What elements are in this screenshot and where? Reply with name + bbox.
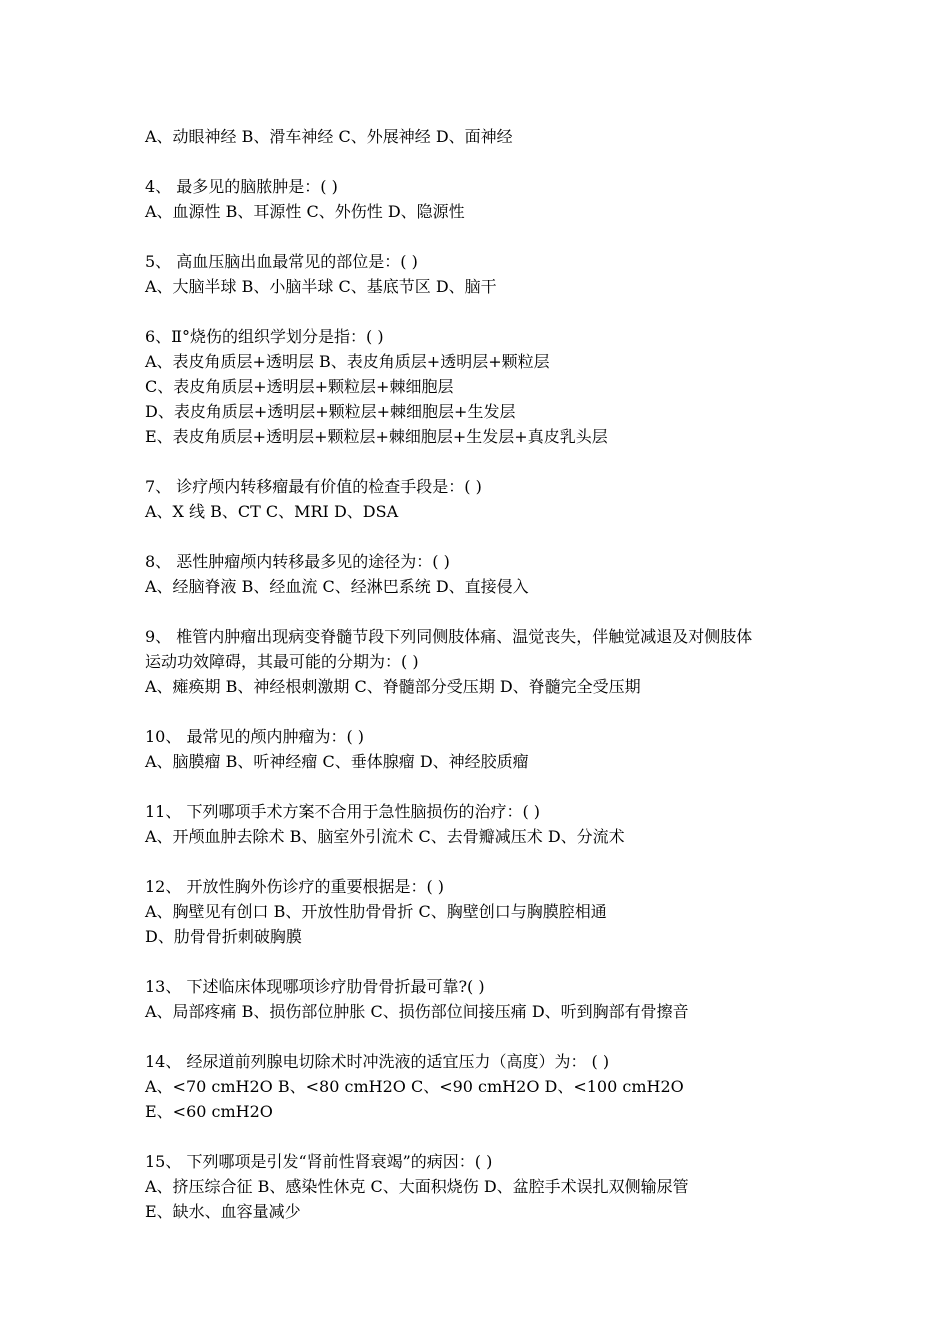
- answer-options: A、胸壁见有创口 B、开放性肋骨骨折 C、胸壁创口与胸膜腔相通: [145, 902, 607, 921]
- answer-options: A、动眼神经 B、滑车神经 C、外展神经 D、面神经: [145, 127, 513, 146]
- answer-options: A、X 线 B、CT C、MRI D、DSA: [145, 502, 399, 521]
- spacer: [145, 699, 825, 724]
- spacer: [145, 599, 825, 624]
- answer-options: D、肋骨骨折刺破胸膜: [145, 927, 302, 946]
- spacer: [145, 1024, 825, 1049]
- question-block: [145, 549, 825, 599]
- question-block: [145, 474, 825, 524]
- answer-options: 运动功效障碍，其最可能的分期为：( ): [145, 652, 419, 671]
- answer-options: A、经脑脊液 B、经血流 C、经淋巴系统 D、直接侵入: [145, 577, 529, 596]
- answer-options: A、开颅血肿去除术 B、脑室外引流术 C、去骨瓣减压术 D、分流术: [145, 827, 625, 846]
- question-text: 15、 下列哪项是引发“肾前性肾衰竭”的病因：( ): [145, 1152, 493, 1171]
- question-block: [145, 974, 825, 1024]
- answer-options: A、<70 cmH2O B、<80 cmH2O C、<90 cmH2O D、<100 cmH2O: [145, 1077, 684, 1096]
- spacer: [145, 299, 825, 324]
- answer-options: E、<60 cmH2O: [145, 1102, 273, 1121]
- document-page: [145, 124, 825, 1224]
- question-block: [145, 124, 825, 149]
- question-text: 10、 最常见的颅内肿瘤为：( ): [145, 727, 365, 746]
- answer-options: A、挤压综合征 B、感染性休克 C、大面积烧伤 D、盆腔手术误扎双侧输尿管: [145, 1177, 689, 1196]
- answer-options: D、表皮角质层+透明层+颗粒层+棘细胞层+生发层: [145, 402, 516, 421]
- question-text: 9、 椎管内肿瘤出现病变脊髓节段下列同侧肢体痛、温觉丧失，伴触觉减退及对侧肢体: [145, 627, 753, 646]
- question-text: 11、 下列哪项手术方案不合用于急性脑损伤的治疗：( ): [145, 802, 541, 821]
- question-text: 6、Ⅱ°烧伤的组织学划分是指：( ): [145, 327, 384, 346]
- answer-options: A、血源性 B、耳源性 C、外伤性 D、隐源性: [145, 202, 465, 221]
- spacer: [145, 949, 825, 974]
- question-text: 8、 恶性肿瘤颅内转移最多见的途径为：( ): [145, 552, 450, 571]
- spacer: [145, 149, 825, 174]
- spacer: [145, 1124, 825, 1149]
- answer-options: A、大脑半球 B、小脑半球 C、基底节区 D、脑干: [145, 277, 497, 296]
- answer-options: E、表皮角质层+透明层+颗粒层+棘细胞层+生发层+真皮乳头层: [145, 427, 608, 446]
- question-block: [145, 624, 825, 699]
- question-text: 14、 经尿道前列腺电切除术时冲洗液的适宜压力（高度）为： ( ): [145, 1052, 610, 1071]
- question-block: [145, 174, 825, 224]
- answer-options: A、脑膜瘤 B、听神经瘤 C、垂体腺瘤 D、神经胶质瘤: [145, 752, 529, 771]
- question-text: 13、 下述临床体现哪项诊疗肋骨骨折最可靠?( ): [145, 977, 485, 996]
- question-block: [145, 874, 825, 949]
- question-block: [145, 1049, 825, 1124]
- question-text: 12、 开放性胸外伤诊疗的重要根据是：( ): [145, 877, 445, 896]
- answer-options: A、瘫痪期 B、神经根刺激期 C、脊髓部分受压期 D、脊髓完全受压期: [145, 677, 641, 696]
- spacer: [145, 224, 825, 249]
- question-text: 5、 高血压脑出血最常见的部位是：( ): [145, 252, 418, 271]
- answer-options: C、表皮角质层+透明层+颗粒层+棘细胞层: [145, 377, 454, 396]
- question-block: [145, 324, 825, 449]
- question-text: 7、 诊疗颅内转移瘤最有价值的检查手段是：( ): [145, 477, 482, 496]
- answer-options: A、局部疼痛 B、损伤部位肿胀 C、损伤部位间接压痛 D、听到胸部有骨擦音: [145, 1002, 689, 1021]
- answer-options: E、缺水、血容量减少: [145, 1202, 301, 1221]
- spacer: [145, 449, 825, 474]
- question-block: [145, 799, 825, 849]
- question-block: [145, 724, 825, 774]
- spacer: [145, 774, 825, 799]
- question-block: [145, 1149, 825, 1224]
- spacer: [145, 524, 825, 549]
- question-text: 4、 最多见的脑脓肿是：( ): [145, 177, 338, 196]
- question-block: [145, 249, 825, 299]
- spacer: [145, 849, 825, 874]
- answer-options: A、表皮角质层+透明层 B、表皮角质层+透明层+颗粒层: [145, 352, 550, 371]
